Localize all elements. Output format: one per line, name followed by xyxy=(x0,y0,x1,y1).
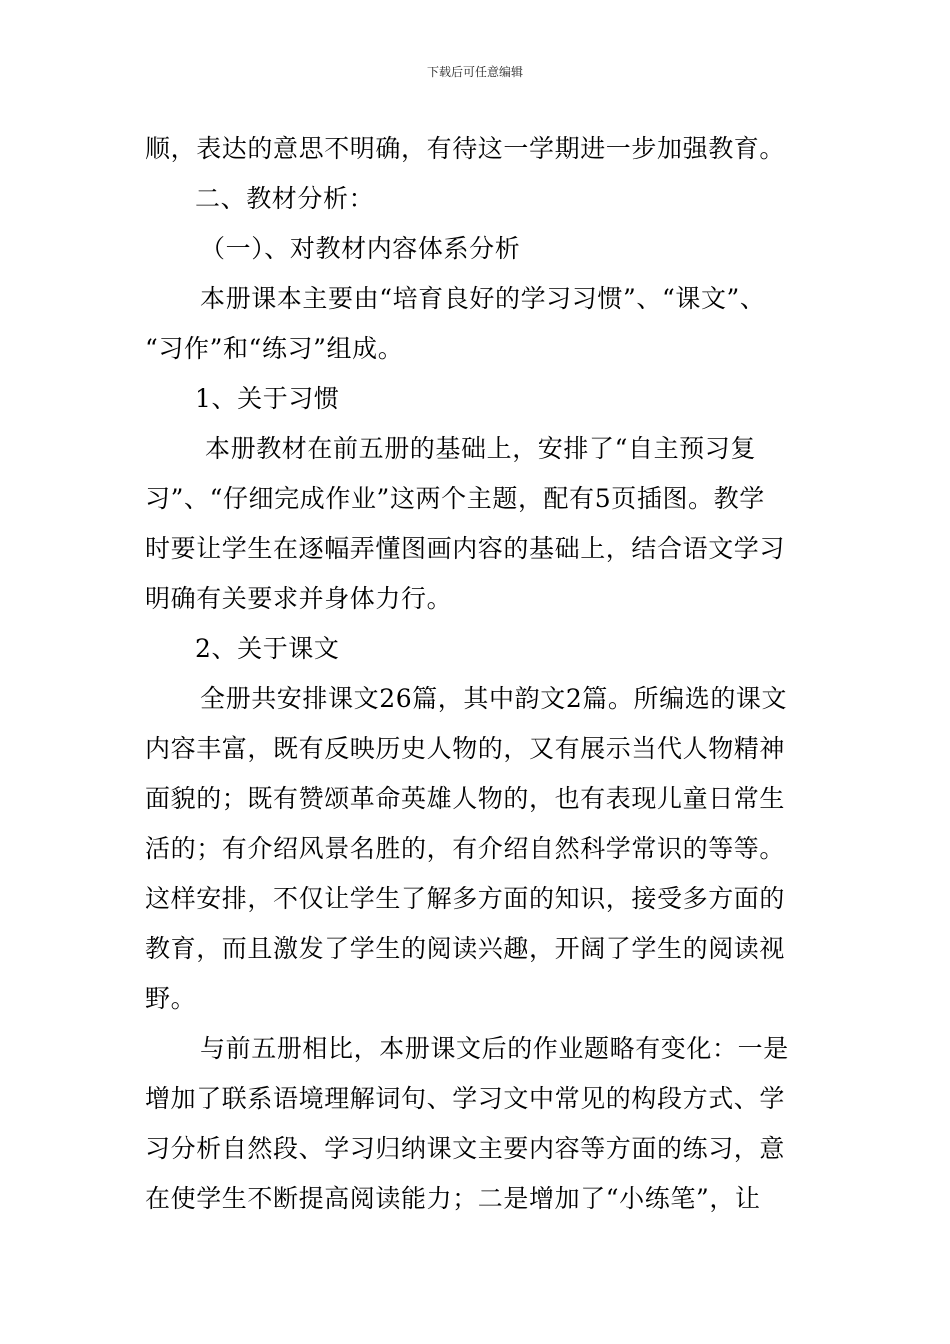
text-line: 在使学生不断提高阅读能力；二是增加了“小练笔”，让 xyxy=(145,1184,761,1213)
text-line: 习”、“仔细完成作业”这两个主题，配有5页插图。教学 xyxy=(145,484,765,513)
text-line: “习作”和“练习”组成。 xyxy=(145,334,404,363)
page-header: 下载后可任意编辑 xyxy=(426,65,523,79)
text-line: 内容丰富，既有反映历史人物的，又有展示当代人物精神 xyxy=(145,734,786,763)
text-line: 明确有关要求并身体力行。 xyxy=(145,584,453,613)
text-line: 时要让学生在逐幅弄懂图画内容的基础上，结合语文学习 xyxy=(145,534,786,563)
text-line: 顺，表达的意思不明确，有待这一学期进一步加强教育。 xyxy=(145,134,786,163)
text-line: 与前五册相比，本册课文后的作业题略有变化：一是 xyxy=(200,1034,789,1063)
text-line: 增加了联系语境理解词句、学习文中常见的构段方式、学 xyxy=(145,1084,786,1113)
subsection-heading: （一）、对教材内容体系分析 xyxy=(200,234,521,263)
text-line: 这样安排，不仅让学生了解多方面的知识，接受多方面的 xyxy=(145,884,786,913)
subsection-heading: 2、关于课文 xyxy=(195,634,340,663)
text-line: 全册共安排课文26篇，其中韵文2篇。所编选的课文 xyxy=(200,684,788,713)
text-line: 教育，而且激发了学生的阅读兴趣，开阔了学生的阅读视 xyxy=(145,934,786,963)
text-line: 活的；有介绍风景名胜的，有介绍自然科学常识的等等。 xyxy=(145,834,786,863)
text-line: 习分析自然段、学习归纳课文主要内容等方面的练习，意 xyxy=(145,1134,786,1163)
section-heading: 二、教材分析： xyxy=(195,184,375,213)
text-line: 面貌的；既有赞颂革命英雄人物的，也有表现儿童日常生 xyxy=(145,784,786,813)
text-line: 野。 xyxy=(145,984,197,1013)
text-line: 本册教材在前五册的基础上，安排了“自主预习复 xyxy=(205,434,756,463)
subsection-heading: 1、关于习惯 xyxy=(195,384,340,413)
text-line: 本册课本主要由“培育良好的学习习惯”、“课文”、 xyxy=(200,284,766,313)
